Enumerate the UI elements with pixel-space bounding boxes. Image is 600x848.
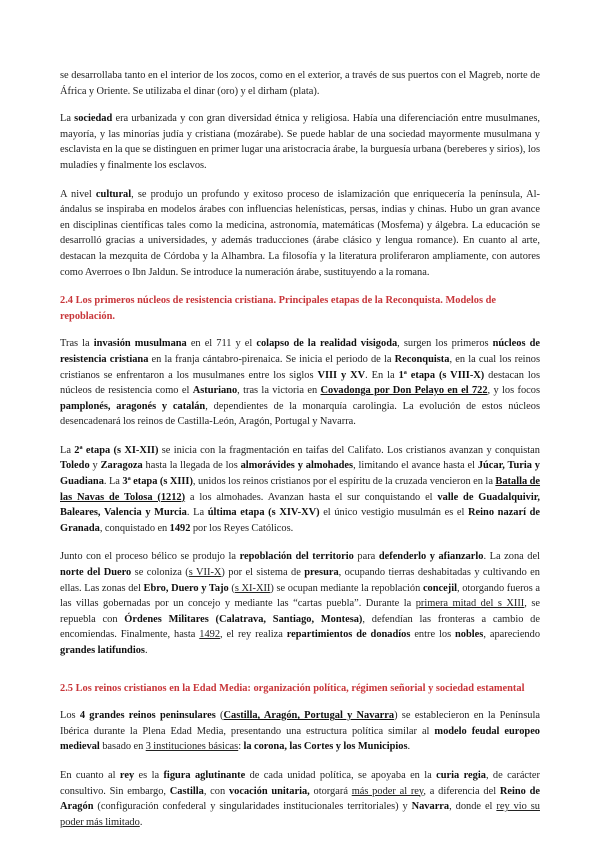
paragraph-reconquista-later-stages: La 2ª etapa (s XI-XII) se inicia con la fragmentación en taifas del Califato. Los cristianos avanzan y conquistan Toledo y Zaragoza hasta la llegada de los almorávides y almohades, limitando el avance hasta el Júcar, Turia y Guadiana. La 3ª etapa (s XIII), unidos los reinos cristianos por el espíritu de la cruzada vencieron en la Batalla de las Navas de Tolosa (1212) a los almohades. Avanzan hasta el sur conquistando el valle de Guadalquivir, Baleares, Valencia y Murcia. La última etapa (s XIV-XV) el único vestigio musulmán es el Reino nazarí de Granada, conquistado en 1492 por los Reyes Católicos. [60, 444, 541, 534]
paragraph-reconquista-first-stage: Tras la invasión musulmana en el 711 y el colapso de la realidad visigoda, surgen los primeros núcleos de resistencia cristiana en la franja cántabro-pirenaica. Se inicia el periodo de la Reconquista, en la cual los reinos cristianos se enfrentaron a los musulmanes entre los siglos VIII y XV. En la 1ª etapa (s VIII-X) destacan los núcleos de resistencia como el Asturiano, tras la victoria en Covadonga por Don Pelayo en el 722, y los focos pamplonés, aragonés y catalán, dependientes de la monarquía carolingia. La evolución de estos núcleos desencadenará los reinos de Castilla-León, Aragón, Portugal y Navarra. [60, 338, 540, 428]
paragraph-rey: En cuanto al rey es la figura aglutinante de cada unidad política, se apoyaba en la curia regia, de carácter consultivo. Sin embargo, Castilla, con vocación unitaria, otorgará más poder al rey, a diferencia del Reino de Aragón (configuración confederal y singularidades institucionales territoriales) y Navarra, donde el rey vio su poder más limitado. [60, 769, 540, 828]
paragraph-reinos-peninsulares: Los 4 grandes reinos peninsulares (Castilla, Aragón, Portugal y Navarra) se establecieron en la Península Ibérica durante la Plena Edad Media, presentando una estructura política similar al modelo feudal europeo medieval basado en 3 instituciones básicas: la corona, las Cortes y los Municipios. [60, 710, 540, 753]
section-heading-2-5: 2.5 Los reinos cristianos en la Edad Media: organización política, régimen señorial y sociedad estamental [60, 682, 525, 694]
paragraph-economy: se desarrollaba tanto en el interior de los zocos, como en el exterior, a través de sus puertos con el Magreb, norte de África y Oriente. Se utilizaba el dinar (oro) y el dirham (plata). [60, 70, 540, 97]
paragraph-society: La sociedad era urbanizada y con gran diversidad étnica y religiosa. Había una diferenciación entre musulmanes, mayoría, y las minorías judía y cristiana (mozárabe). Se puede hablar de una sociedad mayormente musulmana y esclavista en la que se distinguen en primer lugar una aristocracia árabe, la burguesía urbana (bereberes y sirios), los muladíes y finalmente los esclavos. [60, 113, 540, 171]
paragraph-culture: A nivel cultural, se produjo un profundo y exitoso proceso de islamización que enriquecería la península, Al-ándalus se inspiraba en modelos árabes con influencias helenísticas, persas, indias y chinas. Hubo un gran avance en disciplinas científicas tales como la medicina, astronomía, matemáticas (Mosfema) y álgebra. La educación se desarrolló gracias a universidades, y además traducciones (árabe clásico y lengua romance). En cuanto al arte, destacan la mezquita de Córdoba y la Alhambra. La filosofía y la literatura proliferaron ampliamente, con autores como Averroes o Ibn Jaldun. Se introduce la numeración árabe, sustituyendo a la romana. [60, 188, 540, 278]
document-page [60, 68, 540, 843]
paragraph-repoblacion: Junto con el proceso bélico se produjo la repoblación del territorio para defenderlo y afianzarlo. La zona del norte del Duero se coloniza (s VII-X) por el sistema de presura, ocupando tierras deshabitadas y cultivando en ellas. Las zonas del Ebro, Duero y Tajo (s XI-XII) se ocupan mediante la repoblación concejil, otorgando fueros a las villas gobernadas por un concejo y mediante las “cartas puebla”. Durante la primera mitad del s XIII, se repuebla con Órdenes Militares (Calatrava, Santiago, Montesa), defendían las fronteras a cambio de encomiendas. Finalmente, hasta 1492, el rey realiza repartimientos de donadíos entre los nobles, apareciendo grandes latifundios. [60, 551, 541, 656]
section-heading-2-4: 2.4 Los primeros núcleos de resistencia cristiana. Principales etapas de la Reconquista. Modelos de repoblación. [60, 295, 497, 322]
